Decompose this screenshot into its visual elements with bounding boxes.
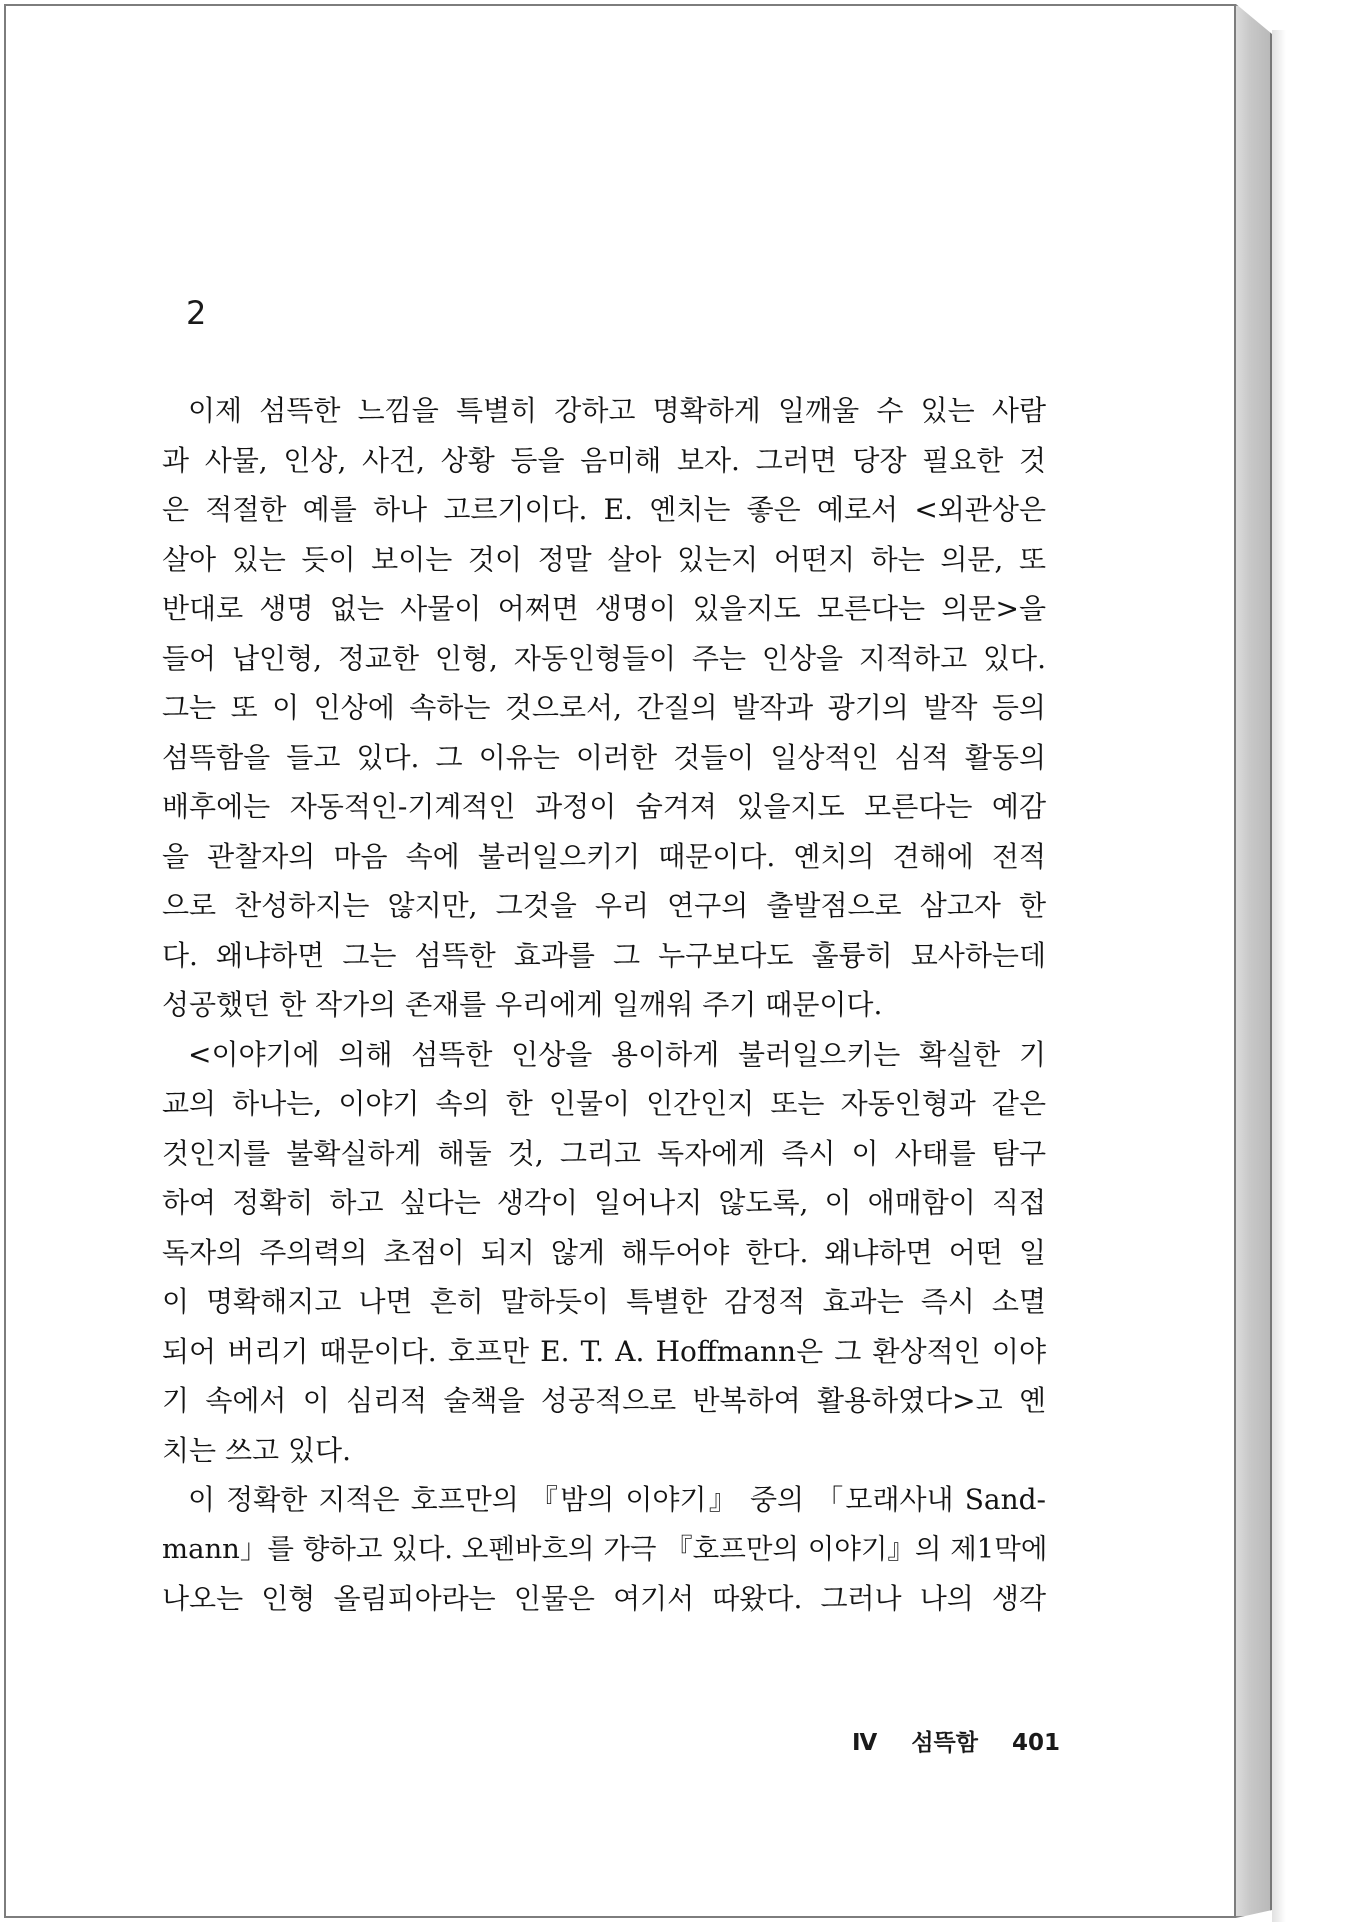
- text-line: 그는 또 이 인상에 속하는 것으로서, 간질의 발작과 광기의 발작 등의: [162, 691, 1046, 724]
- text-line: 들어 납인형, 정교한 인형, 자동인형들이 주는 인상을 지적하고 있다.: [162, 641, 1046, 675]
- text-line: 으로 찬성하지는 않지만, 그것을 우리 연구의 출발점으로 삼고자 한: [162, 889, 1046, 922]
- page-sheet: [4, 4, 1236, 1918]
- text-line: 배후에는 자동적인-기계적인 과정이 숨겨져 있을지도 모른다는 예감: [162, 790, 1046, 823]
- text-line: mann」를 향하고 있다. 오펜바흐의 가극 『호프만의 이야기』의 제1막에: [162, 1532, 1048, 1565]
- footer-section: Ⅳ: [852, 1730, 878, 1756]
- text-line: 것인지를 불확실하게 해둘 것, 그리고 독자에게 즉시 이 사태를 탐구: [162, 1136, 1046, 1170]
- text-line: 섬뜩함을 들고 있다. 그 이유는 이러한 것들이 일상적인 심적 활동의: [162, 740, 1046, 774]
- text-line: 은 적절한 예를 하나 고르기이다. E. 옌치는 좋은 예로서 <외관상은: [162, 493, 1046, 526]
- text-line: 이제 섬뜩한 느낌을 특별히 강하고 명확하게 일깨울 수 있는 사람: [188, 394, 1046, 427]
- text-line: 성공했던 한 작가의 존재를 우리에게 일깨워 주기 때문이다.: [162, 988, 883, 1021]
- text-line: 하여 정확히 하고 싶다는 생각이 일어나지 않도록, 이 애매함이 직접: [162, 1186, 1046, 1219]
- text-line: 교의 하나는, 이야기 속의 한 인물이 인간인지 또는 자동인형과 같은: [162, 1087, 1046, 1120]
- text-line: 치는 쓰고 있다.: [162, 1433, 351, 1467]
- chapter-number: 2: [186, 294, 207, 332]
- text-line: 이 명확해지고 나면 흔히 말하듯이 특별한 감정적 효과는 즉시 소멸: [162, 1285, 1046, 1318]
- text-line: 을 관찰자의 마음 속에 불러일으키기 때문이다. 옌치의 견해에 전적: [162, 839, 1046, 873]
- page-edge-stack: [1236, 4, 1272, 1918]
- text-line: <이야기에 의해 섬뜩한 인상을 용이하게 불러일으키는 확실한 기: [188, 1037, 1046, 1071]
- text-line: 독자의 주의력의 초점이 되지 않게 해두어야 한다. 왜냐하면 어떤 일: [162, 1235, 1046, 1269]
- body-text: [162, 386, 1046, 1624]
- text-line: 다. 왜냐하면 그는 섬뜩한 효과를 그 누구보다도 훌륭히 묘사하는데: [162, 938, 1046, 972]
- text-line: 살아 있는 듯이 보이는 것이 정말 살아 있는지 어떤지 하는 의문, 또: [162, 542, 1046, 576]
- page-footer: [852, 1724, 1060, 1757]
- text-line: 과 사물, 인상, 사건, 상황 등을 음미해 보자. 그러면 당장 필요한 것: [162, 443, 1046, 477]
- text-line: 나오는 인형 올림피아라는 인물은 여기서 따왔다. 그러나 나의 생각: [162, 1582, 1046, 1615]
- text-line: 되어 버리기 때문이다. 호프만 E. T. A. Hoffmann은 그 환상적인 이야: [162, 1334, 1046, 1368]
- footer-page-number: 401: [1012, 1730, 1061, 1756]
- text-line: 이 정확한 지적은 호프만의 『밤의 이야기』 중의 「모래사내 Sand-: [188, 1483, 1046, 1516]
- page-shadow: [1272, 30, 1286, 1922]
- footer-title: 섬뜩함: [911, 1730, 978, 1756]
- text-line: 기 속에서 이 심리적 술책을 성공적으로 반복하여 활용하였다>고 옌: [162, 1384, 1046, 1417]
- text-line: 반대로 생명 없는 사물이 어쩌면 생명이 있을지도 모른다는 의문>을: [162, 592, 1046, 625]
